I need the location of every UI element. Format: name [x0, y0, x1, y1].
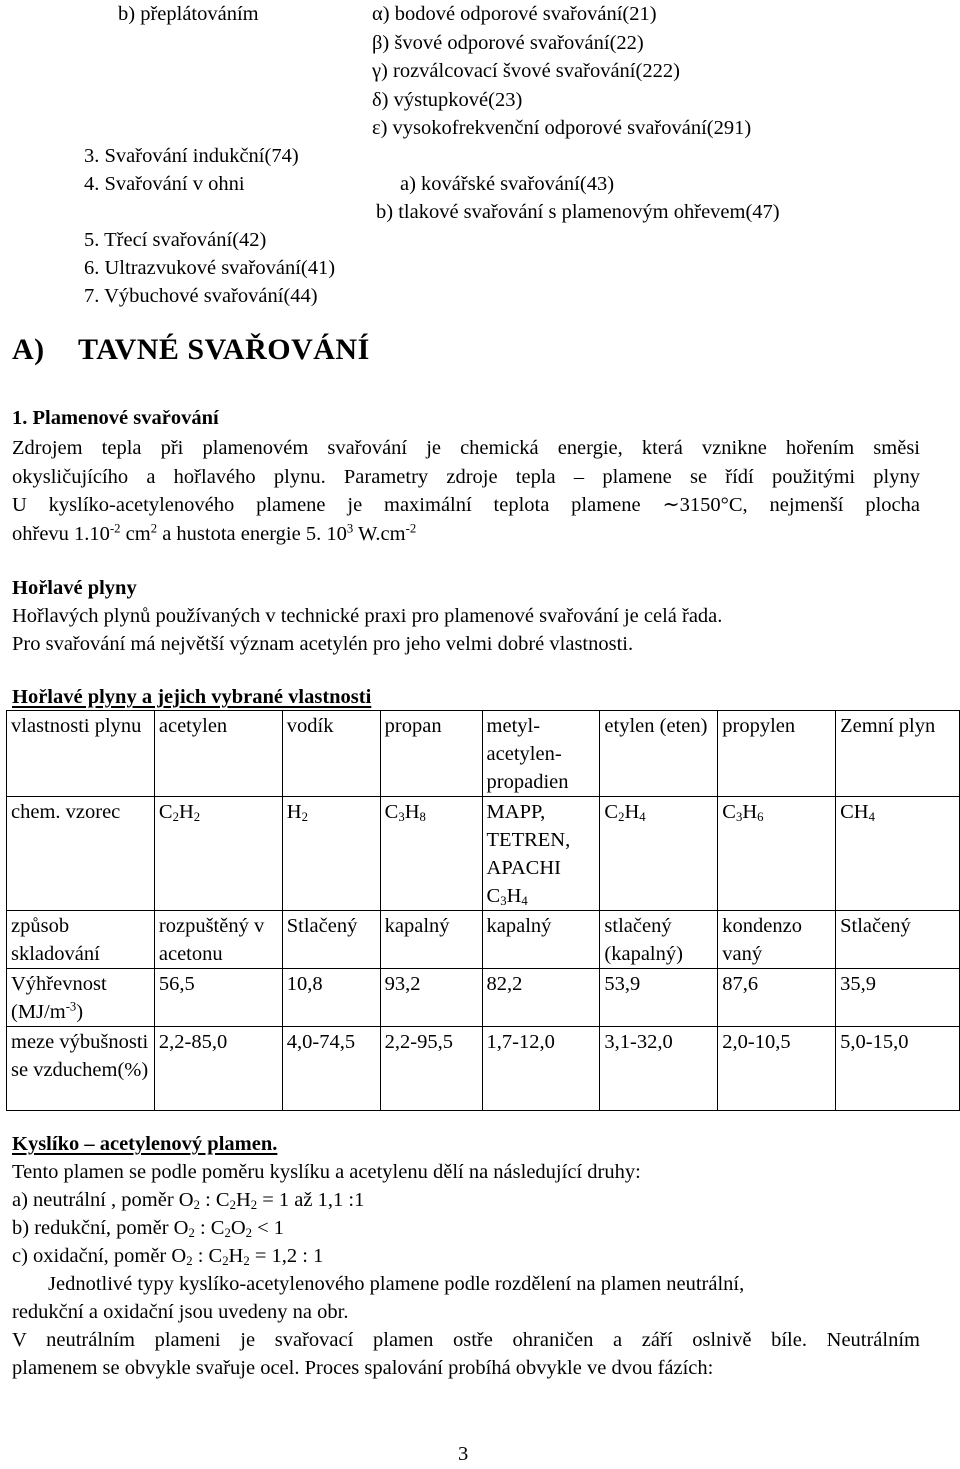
table-cell: kapalný: [380, 911, 482, 969]
plamenove-line-3: U kyslíko-acetylenového plamene je maximální teplota plamene ∼3150°C, nejmenší plocha: [12, 494, 920, 516]
table-cell: chem. vzorec: [7, 797, 155, 911]
plamenove-heading: 1. Plamenové svařování: [12, 407, 219, 429]
plamenove-line-2: okysličujícího a hořlavého plynu. Parametry zdroje tepla – plamene se řídí použitými plyny: [12, 466, 920, 488]
formula-etylen: $C_2H_4$: [600, 797, 718, 911]
plamenove-line-4: ohřevu $1.10^{-2}$ $cm^2$ a hustota energie 5. $10^3$ $W.cm^{-2}$: [12, 521, 417, 545]
table-cell: acetylen: [154, 711, 282, 797]
list-b-label: b) přeplátováním: [118, 3, 259, 25]
horlave-heading: Hořlavé plyny: [12, 577, 137, 599]
formula-vodik: $H_2$: [282, 797, 380, 911]
section-a-letter: A): [12, 333, 45, 366]
kyslik-p3-line-1: V neutrálním plameni je svařovací plamen ostře ohraničen a září oslnivě bíle. Neutrálním: [12, 1329, 920, 1351]
list-b-item-gamma: γ) rozválcovací švové svařování(222): [372, 60, 680, 82]
flame-type-neutral: a) neutrální , poměr $O_2$ : $C_2H_2 = 1$ až 1,1 :1: [12, 1189, 365, 1213]
kyslik-p2-line-2: redukční a oxidační jsou uvedeny na obr.: [12, 1301, 349, 1323]
table-cell: 35,9: [836, 969, 960, 1027]
table-cell: 10,8: [282, 969, 380, 1027]
table-cell: 1,7-12,0: [482, 1027, 600, 1111]
table-cell: Výhřevnost $(MJ/m^{-3})$: [7, 969, 155, 1027]
table-cell: Zemní plyn: [836, 711, 960, 797]
list-item-4b: b) tlakové svařování s plamenovým ohřevem(47): [376, 201, 780, 223]
table-cell: etylen (eten): [600, 711, 718, 797]
list-item-3: 3. Svařování indukční(74): [84, 145, 299, 167]
table-cell: Stlačený: [282, 911, 380, 969]
horlave-line-2: Pro svařování má největší význam acetylén pro jeho velmi dobré vlastnosti.: [12, 633, 634, 655]
table-cell: propan: [380, 711, 482, 797]
horlave-line-1: Hořlavých plynů používaných v technické praxi pro plamenové svařování je celá řada.: [12, 605, 723, 627]
table-cell: rozpuštěný v acetonu: [154, 911, 282, 969]
table-cell: 2,2-95,5: [380, 1027, 482, 1111]
table-cell: 5,0-15,0: [836, 1027, 960, 1111]
flame-type-reducing: b) redukční, poměr $O_2$ : $C_2O_2 < 1$: [12, 1217, 285, 1241]
table-caption: Hořlavé plyny a jejich vybrané vlastnosti: [12, 686, 372, 708]
formula-zemni-plyn: $CH_4$: [836, 797, 960, 911]
kyslik-intro: Tento plamen se podle poměru kyslíku a acetylenu dělí na následující druhy:: [12, 1161, 641, 1183]
list-b-item-delta: δ) výstupkové(23): [372, 89, 523, 111]
table-cell: 4,0-74,5: [282, 1027, 380, 1111]
table-cell: vodík: [282, 711, 380, 797]
table-row: [7, 1027, 960, 1111]
table-row: [7, 797, 960, 911]
list-item-4: 4. Svařování v ohni: [84, 173, 245, 195]
list-item-7: 7. Výbuchové svařování(44): [84, 285, 318, 307]
table-cell: propylen: [718, 711, 836, 797]
table-cell: meze výbušnosti se vzduchem(%): [7, 1027, 155, 1111]
table-cell: 3,1-32,0: [600, 1027, 718, 1111]
table-cell: metyl-acetylen-propadien: [482, 711, 600, 797]
table-cell: kapalný: [482, 911, 600, 969]
table-row: [7, 911, 960, 969]
table-cell: 93,2: [380, 969, 482, 1027]
table-row: [7, 969, 960, 1027]
kyslik-p2-line-1: Jednotlivé typy kyslíko-acetylenového plamene podle rozdělení na plamen neutrální,: [48, 1273, 745, 1295]
gas-properties-table: [6, 710, 960, 1111]
plamenove-line-1: Zdrojem tepla při plamenovém svařování je chemická energie, která vznikne hořením směsi: [12, 437, 920, 459]
table-cell: 87,6: [718, 969, 836, 1027]
kyslik-p3-line-2: plamenem se obvykle svařuje ocel. Proces spalování probíhá obvykle ve dvou fázích:: [12, 1357, 714, 1379]
table-cell: kondenzo vaný: [718, 911, 836, 969]
table-cell: Stlačený: [836, 911, 960, 969]
list-item-6: 6. Ultrazvukové svařování(41): [84, 257, 336, 279]
formula-acetylen: $C_2H_2$: [154, 797, 282, 911]
table-cell: stlačený (kapalný): [600, 911, 718, 969]
flame-type-oxidizing: c) oxidační, poměr $O_2$ : $C_2H_2 = 1,2$ : 1: [12, 1245, 324, 1269]
table-row: [7, 711, 960, 797]
list-item-5: 5. Třecí svařování(42): [84, 229, 267, 251]
kyslik-heading: Kyslíko – acetylenový plamen.: [12, 1133, 278, 1155]
table-cell: 53,9: [600, 969, 718, 1027]
page-number: 3: [458, 1443, 469, 1465]
table-cell: 82,2: [482, 969, 600, 1027]
formula-mapp: MAPP, TETREN, APACHI $C_3H_4$: [482, 797, 600, 911]
list-b-item-alpha: α) bodové odporové svařování(21): [372, 3, 657, 25]
table-cell: 2,2-85,0: [154, 1027, 282, 1111]
section-a-title: TAVNÉ SVAŘOVÁNÍ: [78, 333, 370, 366]
list-b-item-beta: β) švové odporové svařování(22): [372, 32, 644, 54]
table-cell: vlastnosti plynu: [7, 711, 155, 797]
formula-propan: $C_3H_8$: [380, 797, 482, 911]
table-cell: 2,0-10,5: [718, 1027, 836, 1111]
list-b-item-epsilon: ε) vysokofrekvenční odporové svařování(291): [372, 117, 752, 139]
table-cell: 56,5: [154, 969, 282, 1027]
formula-propylen: $C_3H_6$: [718, 797, 836, 911]
table-cell: způsob skladování: [7, 911, 155, 969]
list-item-4a: a) kovářské svařování(43): [400, 173, 615, 195]
